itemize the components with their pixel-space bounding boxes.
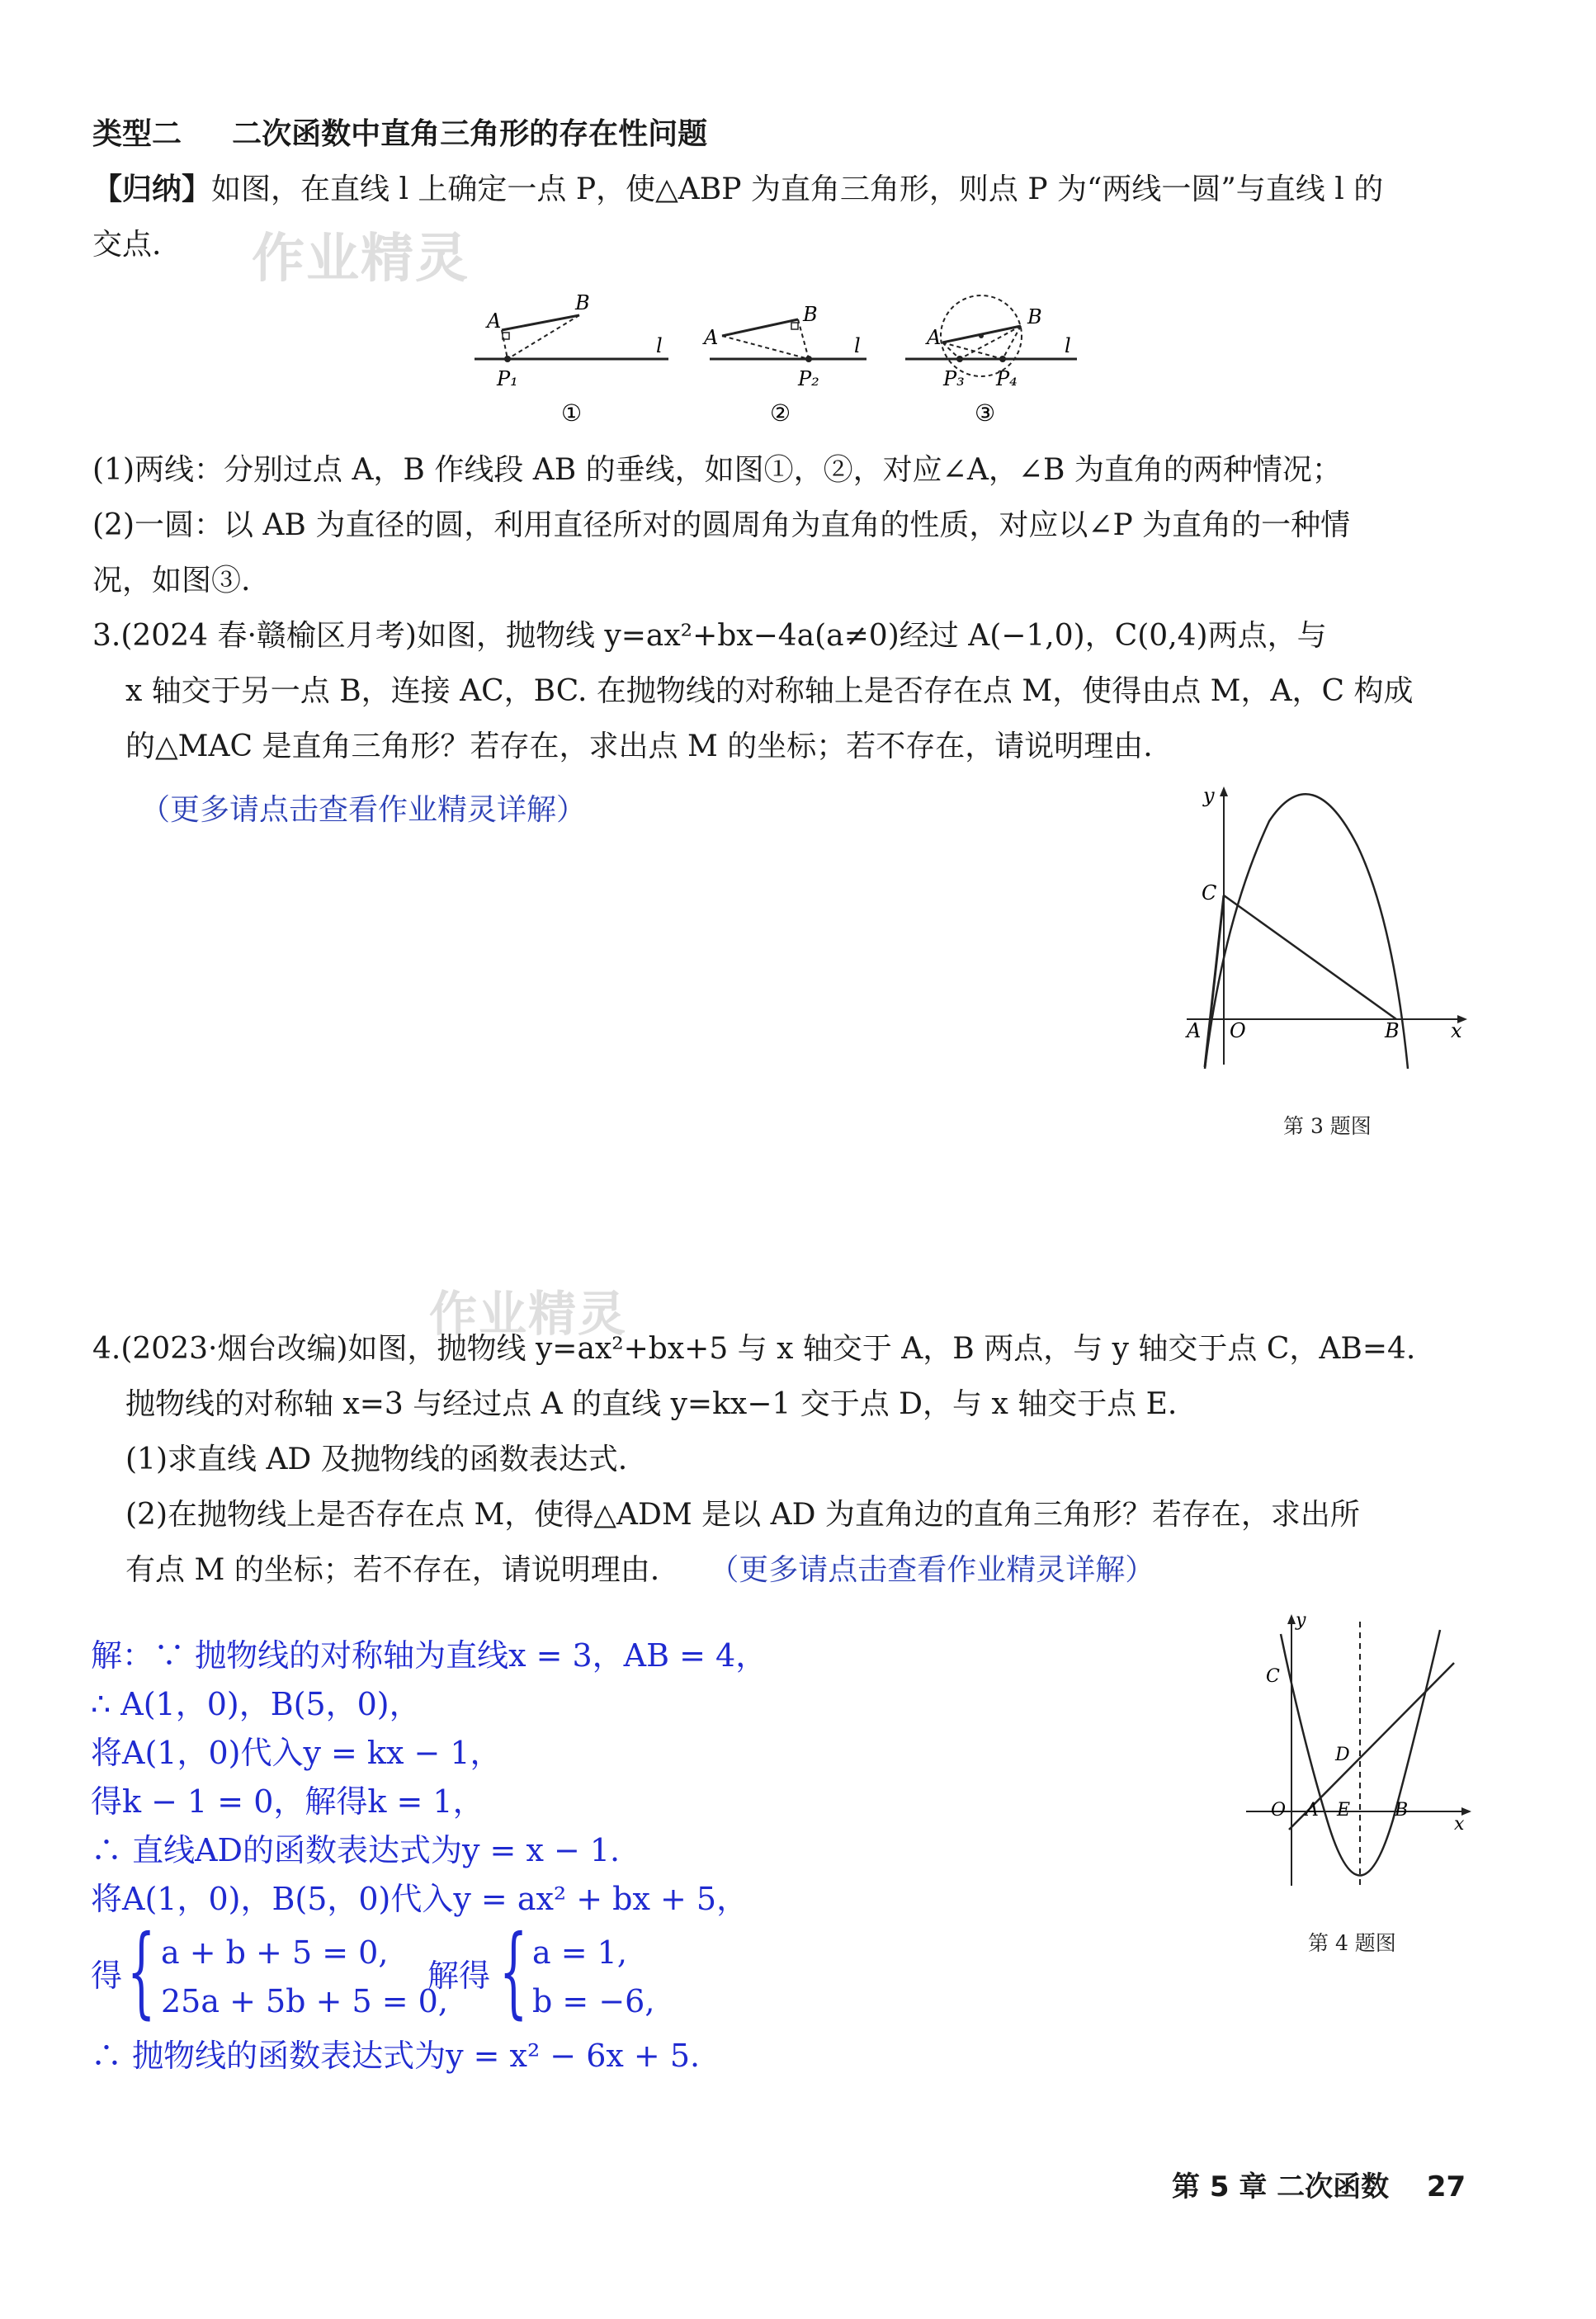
solution-line-5: ∴ 直线AD的函数表达式为y = x − 1. xyxy=(91,1832,621,1868)
chapter-label: 第 5 章 二次函数 xyxy=(1172,2170,1390,2203)
q3-line-3: 的△MAC 是直角三角形？若存在，求出点 M 的坐标；若不存在，请说明理由. xyxy=(125,730,1153,763)
q3-line-1: 3.(2024 春·赣榆区月考)如图，抛物线 y=ax²+bx−4a(a≠0)经过 A(−1,0)，C(0,4)两点，与 xyxy=(92,619,1327,653)
figure-number: ① xyxy=(561,399,583,427)
figure-3 xyxy=(895,285,1093,429)
solution-line-4: 得k − 1 = 0，解得k = 1， xyxy=(91,1783,484,1820)
label-b: B xyxy=(1395,1800,1409,1821)
q4-line-5-text: 有点 M 的坐标；若不存在，请说明理由. xyxy=(125,1553,660,1587)
q3-caption: 第 3 题图 xyxy=(1283,1114,1372,1138)
figure-1 xyxy=(462,285,685,429)
label-x: x xyxy=(1454,1814,1465,1835)
q4-caption: 第 4 题图 xyxy=(1308,1931,1396,1955)
segment-ab xyxy=(502,315,579,330)
section-heading xyxy=(92,114,707,155)
label-p1: P₁ xyxy=(497,367,518,390)
section-type: 类型二 xyxy=(92,117,182,151)
label-c: C xyxy=(1266,1666,1280,1687)
summary-line-2: 交点. xyxy=(92,228,162,262)
solution-line-6: 将A(1，0)，B(5，0)代入y = ax² + bx + 5， xyxy=(91,1881,748,1917)
label-p2: P₂ xyxy=(798,367,819,390)
q4-line-2: 抛物线的对称轴 x=3 与经过点 A 的直线 y=kx−1 交于点 D，与 x 轴交于点 E. xyxy=(125,1387,1178,1421)
label-y: y xyxy=(1203,784,1215,807)
segment-ab xyxy=(722,319,798,336)
label-a: A xyxy=(1187,1019,1202,1042)
segment-cb xyxy=(1224,895,1396,1019)
solution-line-1: 解：∵ 抛物线的对称轴为直线x = 3，AB = 4， xyxy=(91,1637,767,1674)
segment-ac xyxy=(1205,895,1224,1067)
solution-line-2: ∴ A(1，0)，B(5，0)， xyxy=(91,1686,421,1722)
label-l: l xyxy=(1065,334,1071,357)
q4-line-1: 4.(2023·烟台改编)如图，抛物线 y=ax²+bx+5 与 x 轴交于 A，B 两点，与 y 轴交于点 C，AB=4. xyxy=(92,1332,1416,1366)
watermark: 作业精灵 xyxy=(429,1286,628,1342)
label-a: A xyxy=(1306,1800,1319,1821)
segment-ap xyxy=(722,336,809,359)
label-y: y xyxy=(1296,1610,1306,1631)
summary-line-1 xyxy=(92,169,1383,210)
label-a: A xyxy=(927,326,942,349)
q3-graph xyxy=(1172,780,1485,1085)
case-2b: 况，如图③. xyxy=(92,564,251,597)
case-1: (1)两线：分别过点 A，B 作线段 AB 的垂线，如图①，②，对应∠A，∠B 为直角的两种情况； xyxy=(92,453,1342,487)
system-result-1: a = 1, xyxy=(532,1934,627,1971)
label-b: B xyxy=(803,303,818,326)
right-angle-mark xyxy=(791,323,798,329)
label-o: O xyxy=(1271,1800,1287,1821)
label-b: B xyxy=(1027,305,1042,328)
system-eq-1: a + b + 5 = 0, xyxy=(161,1934,389,1971)
label-o: O xyxy=(1230,1019,1246,1042)
q4-line-4: (2)在抛物线上是否存在点 M，使得△ADM 是以 AD 为直角边的直角三角形？若存在，求出所 xyxy=(125,1498,1360,1532)
q4-line-3: (1)求直线 AD 及抛物线的函数表达式. xyxy=(125,1443,628,1476)
brace-right: { xyxy=(499,1915,528,2029)
label-x: x xyxy=(1451,1019,1462,1042)
brace-left: { xyxy=(127,1915,156,2029)
q4-graph xyxy=(1238,1605,1485,1910)
solution-line-3: 将A(1，0)代入y = kx − 1， xyxy=(91,1735,502,1771)
label-p3: P₃ xyxy=(943,367,965,390)
page-number: 27 xyxy=(1426,2170,1466,2203)
q4-line-5 xyxy=(125,1550,1155,1591)
solution-line-8: ∴ 抛物线的函数表达式为y = x² − 6x + 5. xyxy=(91,2038,701,2074)
label-b: B xyxy=(575,291,590,314)
label-b: B xyxy=(1385,1019,1400,1042)
solution-system-prefix: 得 xyxy=(91,1958,123,1994)
summary-text-1: 如图，在直线 l 上确定一点 P，使△ABP 为直角三角形，则点 P 为“两线一圆”与直线 l 的 xyxy=(211,172,1384,206)
q3-line-2: x 轴交于另一点 B，连接 AC，BC. 在抛物线的对称轴上是否存在点 M，使得由点 M，A，C 构成 xyxy=(125,674,1414,708)
figure-number: ② xyxy=(770,399,791,427)
label-a: A xyxy=(487,309,502,333)
system-result-2: b = −6, xyxy=(532,1983,655,2019)
q4-detail-link[interactable]: （更多请点击查看作业精灵详解） xyxy=(709,1553,1155,1587)
watermark: 作业精灵 xyxy=(252,229,470,290)
label-d: D xyxy=(1335,1745,1350,1765)
figure-2 xyxy=(697,285,887,429)
system-eq-2: 25a + 5b + 5 = 0, xyxy=(161,1983,448,2019)
summary-label: 【归纳】 xyxy=(92,172,212,206)
label-p4: P₄ xyxy=(996,367,1018,390)
q3-detail-link[interactable]: （更多请点击查看作业精灵详解） xyxy=(140,793,587,827)
footer xyxy=(1172,2164,1466,2204)
label-e: E xyxy=(1337,1800,1351,1821)
section-title: 二次函数中直角三角形的存在性问题 xyxy=(232,117,708,151)
label-c: C xyxy=(1202,881,1217,904)
label-l: l xyxy=(854,334,861,357)
figure-number: ③ xyxy=(975,399,996,427)
label-l: l xyxy=(656,334,663,357)
case-2a: (2)一圆：以 AB 为直径的圆，利用直径所对的圆周角为直角的性质，对应以∠P 为直角的一种情 xyxy=(92,508,1351,542)
segment-ap4 xyxy=(942,342,1003,359)
solution-system-mid: 解得 xyxy=(427,1958,491,1994)
label-a: A xyxy=(704,326,719,349)
